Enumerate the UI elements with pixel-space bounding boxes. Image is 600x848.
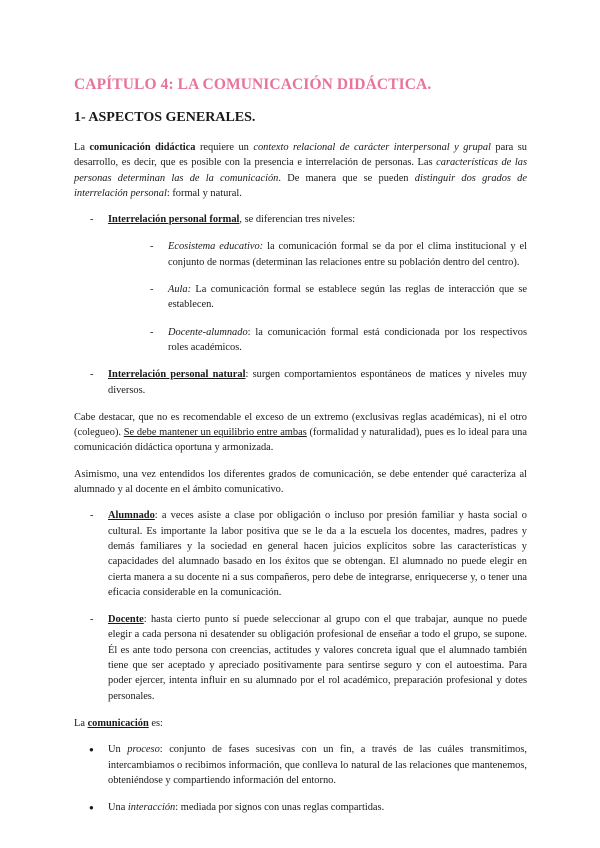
roles-list: [74, 508, 527, 704]
list-item-alumnado: - Alumnado: a veces asiste a clase por obligación o incluso por presión familiar y hasta social o cultural. Es importante la labor positiva que se le da a la escuela los docentes, madres, padres y demás familiares y la sociedad en general hacen juicios explícitos sobre las características y capacidades del alumnado basado en los éxitos que se obtengan. El alumnado no puede elegir en cierta manera a su docente ni a sus compañeros, pero debe de integrarse, enriquecerse y, o tener una eficacia considerable en la comunicación.: [74, 508, 527, 600]
communication-intro: La comunicación es:: [74, 717, 163, 729]
intro-paragraph: La comunicación didáctica requiere un contexto relacional de carácter interpersonal y grupal para su desarrollo, es decir, que es posible con la presencia e interrelación de personas. Las características de las personas determinan las de la comunicación. De manera que se pueden distinguir dos grados de interrelación personal: formal y natural.: [74, 142, 527, 199]
list-item: ● Un proceso: conjunto de fases sucesivas con un fin, a través de las cuáles transmitimos, intercambiamos o recibimos información, que conlleva lo natural de las relaciones que mantenemos, obteniéndose y compartiendo información del entorno.: [74, 742, 527, 788]
list-item-natural: - Interrelación personal natural: surgen comportamientos espontáneos de matices y niveles muy diversos.: [74, 367, 527, 398]
list-item-docente: - Docente: hasta cierto punto sí puede seleccionar al grupo con el que trabajar, aunque no puede elegir a cada persona ni desatender su obligación profesional de enseñar a todo el grupo, se supone. Él es ante todo persona con creencias, actitudes y valores concreta igual que el alumnado también tiene que ser aceptado y apreciado positivamente para sentirse seguro y con el autoestima. Para poder ejercer, intenta influir en su alumnado por el rol académico, preparación profesional y dotes personales.: [74, 612, 527, 704]
list-item: - Aula: La comunicación formal se establece según las reglas de interacción que se establecen.: [108, 282, 527, 313]
list-item: - Docente-alumnado: la comunicación formal está condicionada por los respectivos roles académicos.: [108, 325, 527, 356]
list-item-formal: - Interrelación personal formal, se diferencian tres niveles: - Ecosistema educativo: la comunicación formal se da por el clima institucional y el conjunto de normas (determinan las relaciones entre su población dentro del centro). - Aula: La comunicación formal se establece según las reglas de interacción que se establecen. - Docente-alumnado: la comunicación formal está condicionada por los respectivos roles académicos.: [74, 212, 527, 355]
list-item: ● Una interacción: mediada por signos con unas reglas compartidas.: [74, 800, 527, 815]
balance-paragraph: Cabe destacar, que no es recomendable el exceso de un extremo (exclusivas reglas académicas), ni el otro (colegueo). Se debe mantener un equilibrio entre ambas (formalidad y naturalidad), pues es lo ideal para una comunicación didáctica oportuna y armonizada.: [74, 411, 527, 454]
chapter-title: CAPÍTULO 4: LA COMUNICACIÓN DIDÁCTICA.: [74, 76, 432, 93]
interrelation-list: [74, 212, 527, 398]
grades-paragraph: Asimismo, una vez entendidos los diferentes grados de comunicación, se debe entender qué caracteriza al alumnado y al docente en el ámbito comunicativo.: [74, 468, 527, 496]
document-page: [74, 76, 527, 827]
list-item: - Ecosistema educativo: la comunicación formal se da por el clima institucional y el conjunto de normas (determinan las relaciones entre su población dentro del centro).: [108, 239, 527, 270]
communication-list: [74, 742, 527, 815]
formal-levels-list: [108, 239, 527, 355]
section-title: 1- ASPECTOS GENERALES.: [74, 110, 256, 125]
